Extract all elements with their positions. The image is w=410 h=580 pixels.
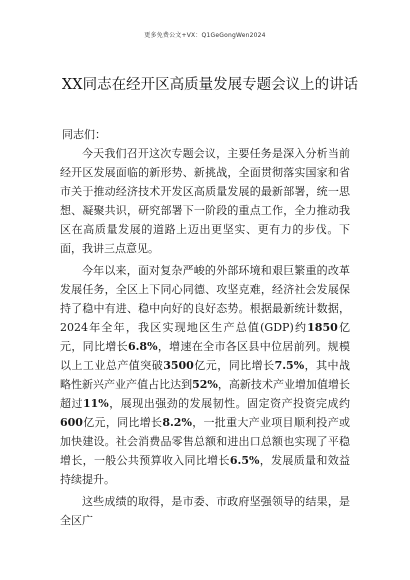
figure-value: 11% <box>82 397 109 410</box>
figure-value: 6.8% <box>127 340 158 353</box>
paragraph <box>60 144 350 258</box>
figure-value: 6.5% <box>229 454 260 467</box>
paragraph <box>60 492 350 530</box>
text-segment: ，发展质量和效益持续提升。 <box>60 454 351 486</box>
salutation: 同志们： <box>62 128 106 141</box>
figure-value: 8.2% <box>162 416 192 429</box>
figure-value: 3500 <box>163 359 194 372</box>
text-segment: 亿元，同比增长 <box>82 416 163 429</box>
text-segment: 亿元，同比增长 <box>60 321 350 353</box>
paragraph <box>60 261 350 489</box>
figure-value: 1850 <box>307 321 338 334</box>
header-note: 更多免费公文+VX：Q1GeGongWen2024 <box>144 32 266 39</box>
text-segment: 亿元，同比增长 <box>193 359 275 372</box>
paragraph-list <box>60 144 350 530</box>
text-segment: 今天我们召开这次专题会议，主要任务是深入分析当前经开区发展面临的新形势、新挑战，全面贯彻落实国家和省市关于推动经济技术开发区高质量发展的最新部署，统一思想、凝聚共识，研究部署下一阶段的重点工作，全力推动我区在高质量发展的道路上迈出更坚实、更有力的步伐。下面，我讲三点意见。 <box>60 147 350 255</box>
text-segment: ，其中战略性新兴产业产值占比达到 <box>60 359 351 391</box>
text-segment: ，高新技术产业增加值增长超过 <box>60 378 351 410</box>
figure-value: 52% <box>192 378 218 391</box>
text-segment: ，一批重大产业项目顺利投产或加快建设。社会消费品零售总额和进出口总额也实现了平稳增长，一般公共预算收入同比增长 <box>60 416 351 467</box>
speech-body <box>60 125 350 530</box>
text-segment: 今年以来，面对复杂严峻的外部环境和艰巨繁重的改革发展任务，全区上下同心同德、攻坚克难，经济社会发展保持了稳中有进、稳中向好的良好态势。根据最新统计数据，2024年全年，我区实现地区生产总值(GDP)约 <box>60 264 350 334</box>
text-segment: ，增速在全市各区县中位居前列。规模以上工业总产值突破 <box>60 340 351 372</box>
figure-value: 600 <box>60 416 83 429</box>
speech-title: XX同志在经开区高质量发展专题会议上的讲话 <box>61 77 359 93</box>
text-segment: ，展现出强劲的发展韧性。固定资产投资完成约 <box>108 397 351 410</box>
text-segment: 这些成绩的取得，是市委、市政府坚强领导的结果，是全区广 <box>60 495 350 527</box>
figure-value: 7.5% <box>274 359 305 372</box>
